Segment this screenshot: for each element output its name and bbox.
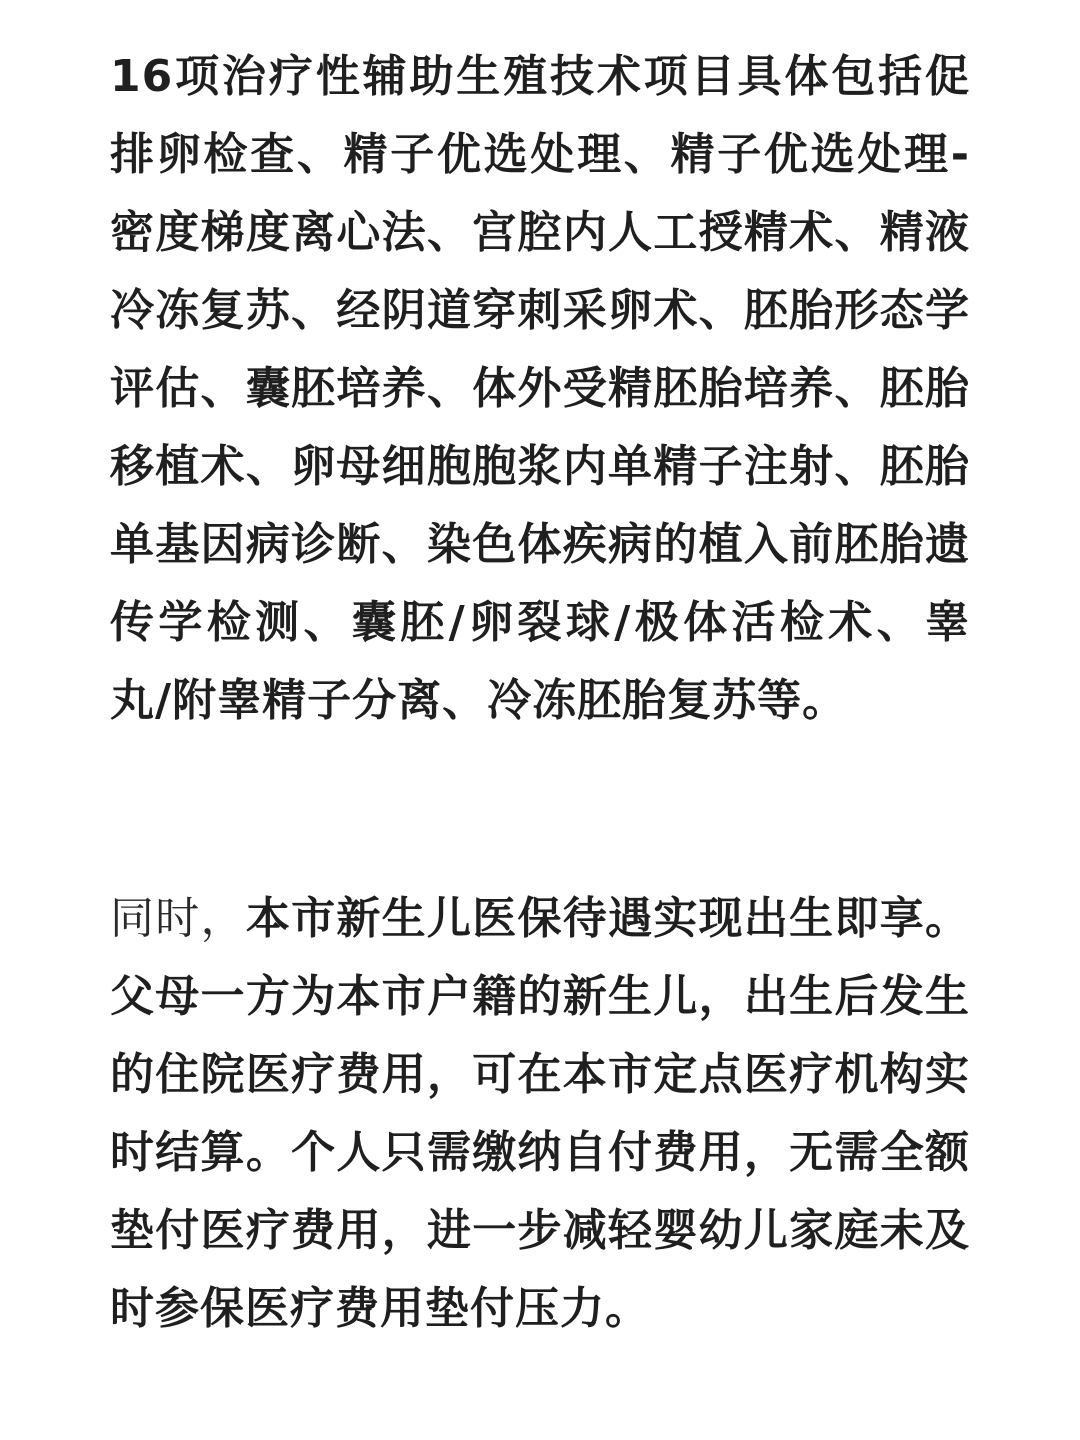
paragraph-body: 本市新生儿医保待遇实现出生即享。父母一方为本市户籍的新生儿，出生后发生的住院医疗费用，可在本市定点医疗机构实时结算。个人只需缴纳自付费用，无需全额垫付医疗费用，进一步减轻婴幼儿家庭未及时参保医疗费用垫付压力。	[110, 893, 971, 1334]
paragraph-prefix: 同时，	[110, 893, 246, 944]
article-paragraph-newborn-insurance	[110, 880, 970, 1348]
article-paragraph-services: 16项治疗性辅助生殖技术项目具体包括促排卵检查、精子优选处理、精子优选处理-密度梯度离心法、宫腔内人工授精术、精液冷冻复苏、经阴道穿刺采卵术、胚胎形态学评估、囊胚培养、体外受精胚胎培养、胚胎移植术、卵母细胞胞浆内单精子注射、胚胎单基因病诊断、染色体疾病的植入前胚胎遗传学检测、囊胚/卵裂球/极体活检术、睾丸/附睾精子分离、冷冻胚胎复苏等。	[110, 51, 970, 726]
